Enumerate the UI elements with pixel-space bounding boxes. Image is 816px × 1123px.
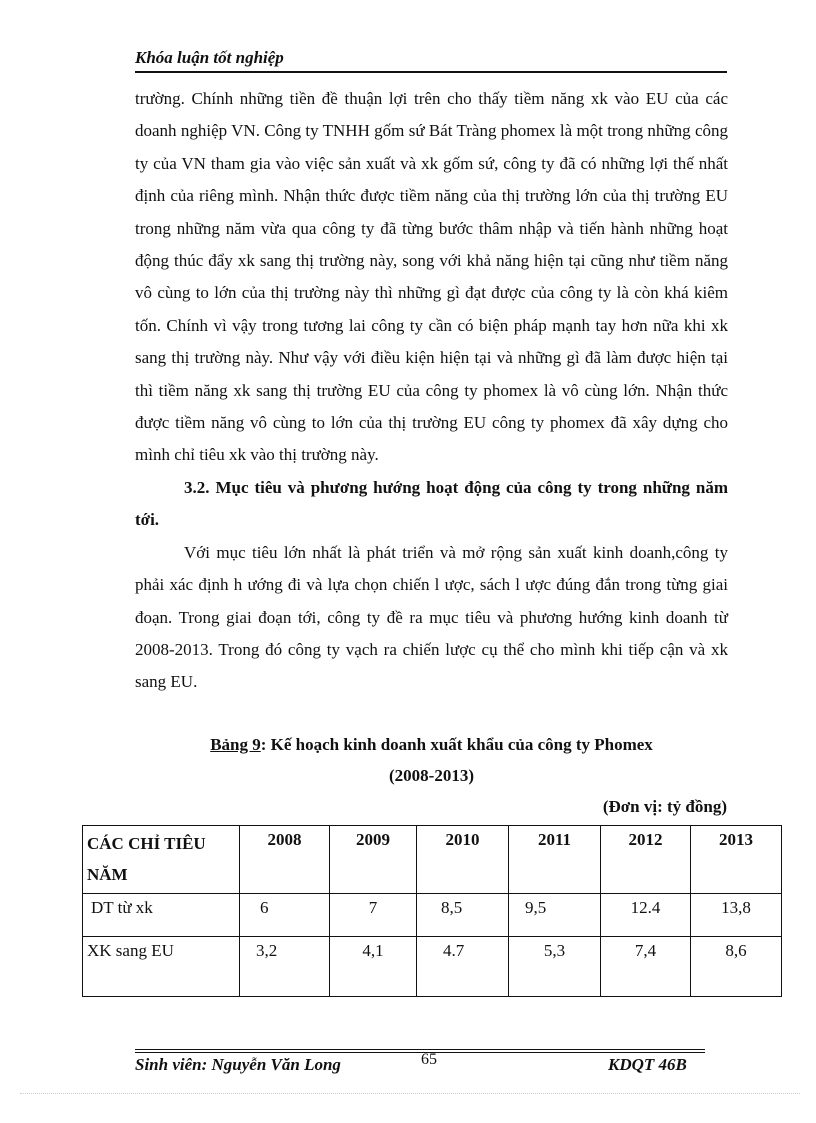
table-cell: 6 bbox=[240, 894, 330, 937]
page-header-title: Khóa luận tốt nghiệp bbox=[135, 48, 284, 67]
header-rule bbox=[135, 71, 727, 73]
year-header: 2009 bbox=[330, 826, 417, 894]
year-header: 2011 bbox=[509, 826, 601, 894]
table-caption-text: : Kế hoạch kinh doanh xuất khẩu của công ty Phomex bbox=[260, 735, 653, 754]
year-header: 2008 bbox=[240, 826, 330, 894]
table-unit: (Đơn vị: tỷ đồng) bbox=[602, 797, 727, 816]
year-header: 2010 bbox=[417, 826, 509, 894]
table-cell: 12.4 bbox=[601, 894, 691, 937]
footer-class: KDQT 46B bbox=[608, 1055, 687, 1074]
header-cell-indicator bbox=[83, 826, 240, 894]
paragraph-potential: trường. Chính những tiền đề thuận lợi trên cho thấy tiềm năng xk vào EU của các doanh nghiệp VN. Công ty TNHH gốm sứ Bát Tràng phomex là một trong những công ty của VN tham gia vào việc sản xuất và xk gốm sứ, công ty đã có những lợi thế nhất định của riêng mình. Nhận thức được tiềm năng của thị trường lớn của thị trường EU trong những năm vừa qua công ty đã từng bước thâm nhập và tiến hành những hoạt động thúc đẩy xk sang thị trường này, song với khả năng hiện tại cũng như tiềm năng vô cùng to lớn của thị trường này thì những gì đạt được của công ty là còn khá kiêm tốn. Chính vì vậy trong tương lai công ty cần có biện pháp mạnh tay hơn nữa khi xk sang thị trường này. Như vậy với điều kiện hiện tại và những gì đã làm được hiện tại thì tiềm năng xk sang thị trường EU của công ty phomex là vô cùng lớn. Nhận thức được tiềm năng vô cùng to lớn của thị trường EU công ty phomex đã xây dựng cho mình chỉ tiêu xk vào thị trường này. bbox=[135, 89, 728, 465]
body-text bbox=[135, 83, 728, 699]
table-cell: 7 bbox=[330, 894, 417, 937]
row-label: XK sang EU bbox=[83, 937, 240, 997]
year-header: 2012 bbox=[601, 826, 691, 894]
year-header: 2013 bbox=[691, 826, 782, 894]
table-row bbox=[83, 937, 782, 997]
page-number: 65 bbox=[421, 1051, 437, 1068]
table-header-row bbox=[83, 826, 782, 894]
footer-rule-bottom bbox=[135, 1052, 705, 1053]
section-heading-3-2: 3.2. Mục tiêu và phương hướng hoạt động của công ty trong những năm tới. bbox=[135, 477, 728, 530]
table-cell: 8,6 bbox=[691, 937, 782, 997]
export-plan-table bbox=[82, 825, 782, 997]
footer-student: Sinh viên: Nguyễn Văn Long bbox=[135, 1055, 341, 1074]
header-year-label: NĂM bbox=[87, 865, 128, 884]
table-caption-label: Bảng 9 bbox=[210, 735, 261, 754]
table-cell: 13,8 bbox=[691, 894, 782, 937]
row-label: DT từ xk bbox=[83, 894, 240, 937]
table-cell: 4.7 bbox=[417, 937, 509, 997]
footer-rule-top bbox=[135, 1049, 705, 1050]
table-cell: 3,2 bbox=[240, 937, 330, 997]
header-indicator-label: CÁC CHỈ TIÊU bbox=[87, 834, 206, 853]
table-cell: 9,5 bbox=[509, 894, 601, 937]
table-row bbox=[83, 894, 782, 937]
table-caption-years: (2008-2013) bbox=[389, 766, 474, 785]
paragraph-strategy: Với mục tiêu lớn nhất là phát triển và mở rộng sản xuất kinh doanh,công ty phải xác định h ướng đi và lựa chọn chiến l ược, sách l ược đúng đắn trong từng giai đoạn. Trong giai đoạn tới, công ty đề ra mục tiêu và phương hướng kinh doanh từ 2008-2013. Trong đó công ty vạch ra chiến lược cụ thể cho mình khi tiếp cận và xk sang EU. bbox=[135, 542, 728, 692]
table-cell: 7,4 bbox=[601, 937, 691, 997]
table-caption bbox=[135, 735, 728, 755]
table-cell: 4,1 bbox=[330, 937, 417, 997]
table-cell: 8,5 bbox=[417, 894, 509, 937]
page-edge-divider bbox=[20, 1093, 800, 1094]
table-cell: 5,3 bbox=[509, 937, 601, 997]
